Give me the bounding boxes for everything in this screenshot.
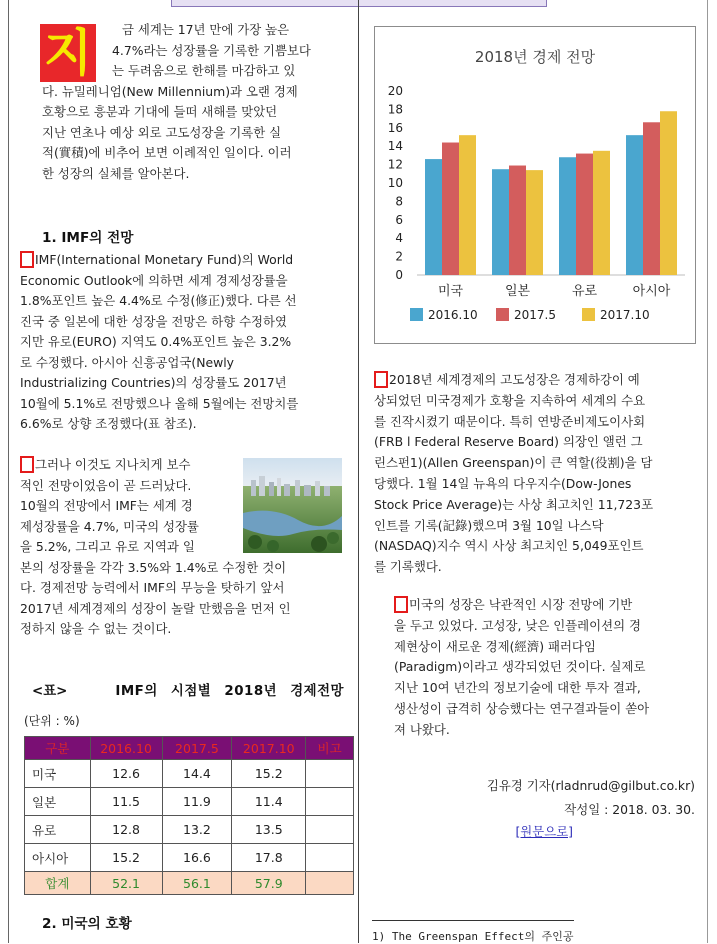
legend-swatch — [496, 308, 509, 321]
chart-bars — [425, 111, 677, 275]
chart-bar — [643, 122, 660, 275]
table-caption-label: <표> — [32, 684, 68, 699]
paragraph-line: 을 5.2%, 그리고 유로 지역과 일 — [20, 539, 195, 554]
paragraph-line: 다. 경제전망 능력에서 IMF의 무능을 탓하기 앞서 — [20, 580, 285, 595]
source-link[interactable]: [원문으로] — [515, 824, 573, 839]
top-header-bar — [171, 0, 547, 7]
y-tick-label: 0 — [395, 268, 403, 282]
paragraph-marker — [20, 456, 34, 473]
paragraph-line: 미국의 성장은 낙관적인 시장 전망에 기반 — [409, 597, 633, 612]
paragraph-line: (Paradigm)이라고 생각되었던 것이다. 실제로 — [394, 659, 646, 675]
legend-label: 2017.5 — [514, 308, 556, 322]
dropcap: 지 — [40, 24, 96, 82]
paragraph-line: 당했다. 1월 14일 뉴욕의 다우지수(Dow-Jones — [374, 475, 632, 491]
x-tick-label: 유로 — [571, 284, 598, 299]
chart-bar — [509, 166, 526, 275]
table-cell: 13.5 — [232, 816, 306, 844]
author-byline: 김유경 기자(rladnrud@gilbut.co.kr) — [486, 778, 695, 793]
x-tick-label: 일본 — [504, 284, 531, 299]
table-cell: 13.2 — [162, 816, 232, 844]
paragraph-line: 10월의 전망에서 IMF는 세계 경 — [20, 498, 193, 513]
y-tick-label: 10 — [387, 176, 403, 190]
paragraph-line: (NASDAQ)지수 역시 사상 최고치인 5,049포인트 — [374, 538, 644, 554]
paragraph-marker — [20, 251, 34, 268]
paragraph-line: 져 나왔다. — [394, 721, 450, 737]
paragraph-line: 적인 전망이었음이 곧 드러났다. — [20, 477, 192, 493]
chart-bar — [576, 154, 593, 275]
table-cell: 17.8 — [232, 844, 306, 872]
table-cell: 57.9 — [232, 872, 306, 895]
legend-label: 2017.10 — [600, 308, 650, 322]
city-aerial-photo — [243, 458, 342, 553]
chart-bar — [559, 157, 576, 275]
table-cell: 유로 — [25, 816, 91, 844]
y-tick-label: 20 — [387, 84, 403, 98]
paragraph-line: 정하지 않을 수 없는 것이다. — [20, 621, 172, 636]
table-cell: 11.9 — [162, 788, 232, 816]
paragraph-line: 본의 성장률을 각각 3.5%와 1.4%로 수정한 것이 — [20, 559, 287, 575]
paragraph-line: (FRB l Federal Reserve Board) 의장인 앨런 그 — [374, 434, 643, 450]
table-cell: 16.6 — [162, 844, 232, 872]
paragraph-line: Economic Outlook에 의하면 세계 경제성장률을 — [20, 272, 288, 288]
x-tick-label: 아시아 — [632, 284, 671, 299]
table-cell: 14.4 — [162, 760, 232, 788]
table-row — [25, 760, 354, 788]
chart-bar — [660, 111, 677, 275]
section-heading: 2. 미국의 호황 — [42, 916, 132, 932]
y-tick-label: 16 — [387, 120, 403, 135]
paragraph-line: 제현상이 새로운 경제(經濟) 패러다임 — [394, 638, 596, 654]
table-unit: (단위 : %) — [24, 714, 80, 728]
y-tick-label: 12 — [387, 157, 403, 172]
chart-bar — [492, 169, 509, 275]
intro-line: 금 세계는 17년 만에 가장 높은 — [122, 22, 290, 37]
intro-line: 호황으로 흥분과 기대에 들떠 새해를 맞았던 — [42, 104, 278, 119]
right-margin-rule — [707, 0, 708, 943]
footnote-rule — [372, 920, 574, 921]
y-tick-label: 6 — [395, 212, 403, 227]
paragraph-line: 그러나 이것도 지나치게 보수 — [35, 457, 191, 472]
table-cell: 합계 — [25, 872, 91, 895]
table-caption — [32, 680, 344, 699]
table-header-row — [25, 737, 354, 760]
forecast-table — [24, 736, 354, 895]
table-cell — [306, 844, 354, 872]
x-tick-label: 미국 — [437, 284, 464, 299]
intro-line: 다. 뉴밀레니엄(New Millennium)과 오랜 경제 — [42, 83, 298, 99]
table-cell: 11.5 — [90, 788, 162, 816]
chart-title: 2018년 경제 전망 — [474, 48, 596, 66]
chart-bar — [425, 159, 442, 275]
table-header-cell: 2017.5 — [162, 737, 232, 760]
column-divider — [358, 0, 359, 943]
paragraph-line: Stock Price Average)는 사상 최고치인 11,723포 — [374, 496, 654, 512]
table-cell: 일본 — [25, 788, 91, 816]
table-cell: 12.6 — [90, 760, 162, 788]
legend-swatch — [582, 308, 595, 321]
table-cell — [306, 872, 354, 895]
table-cell: 11.4 — [232, 788, 306, 816]
chart-bar — [442, 143, 459, 275]
chart-bar — [626, 135, 643, 275]
intro-paragraph — [20, 20, 342, 184]
paragraph-line: 생산성이 급격히 상승했다는 연구결과들이 쏟아 — [394, 700, 650, 716]
paragraph-line: 6.6%로 상향 조정했다(표 참조). — [20, 416, 197, 431]
table-cell: 56.1 — [162, 872, 232, 895]
table-cell — [306, 760, 354, 788]
written-date: 작성일 : 2018. 03. 30. — [564, 802, 695, 817]
paragraph-line: 을 두고 있었다. 고성장, 낮은 인플레이션의 경 — [394, 617, 641, 633]
intro-line: 4.7%라는 성장률을 기록한 기쁨보다 — [112, 42, 311, 58]
paragraph-line: 1.8%포인트 높은 4.4%로 수정(修正)했다. 다른 선 — [20, 293, 297, 308]
table-cell: 아시아 — [25, 844, 91, 872]
paragraph-line: 2017년 세계경제의 성장이 놀랄 만했음을 먼저 인 — [20, 600, 291, 616]
chart-legend — [410, 308, 650, 322]
y-tick-label: 2 — [395, 249, 403, 264]
left-margin-rule — [8, 0, 9, 943]
table-total-row — [25, 872, 354, 895]
section-heading: 1. IMF의 전망 — [42, 230, 134, 246]
table-row — [25, 844, 354, 872]
chart-bar — [593, 151, 610, 275]
paragraph-line: 지만 유로(EURO) 지역도 0.4%포인트 높은 3.2% — [20, 334, 292, 349]
right-paragraph-2 — [394, 595, 696, 741]
paragraph-line: Industrializing Countries)의 성장률도 2017년 — [20, 375, 287, 390]
intro-line: 한 성장의 실체를 알아본다. — [42, 165, 190, 181]
paragraph-line: IMF(International Monetary Fund)의 World — [35, 252, 294, 267]
chart-canvas — [375, 27, 695, 343]
paragraph-line: 지난 10여 년간의 정보기술에 대한 투자 결과, — [394, 680, 641, 696]
table-cell: 미국 — [25, 760, 91, 788]
paragraph-line: 를 기록했다. — [374, 559, 442, 575]
table-cell: 12.8 — [90, 816, 162, 844]
table-cell: 52.1 — [90, 872, 162, 895]
section1-paragraph-1 — [20, 250, 342, 435]
table-header-cell: 2017.10 — [232, 737, 306, 760]
y-tick-label: 18 — [387, 102, 403, 117]
table-header-cell: 2016.10 — [90, 737, 162, 760]
table-cell: 15.2 — [232, 760, 306, 788]
table-cell: 15.2 — [90, 844, 162, 872]
paragraph-line: 진국 중 일본에 대한 성장을 전망은 하향 수정하였 — [20, 313, 287, 329]
forecast-chart — [374, 26, 696, 344]
table-caption-title: IMF의 시점별 2018년 경제전망 — [115, 684, 344, 699]
paragraph-line: 10월에 5.1%로 전망했으나 올해 5월에는 전망치를 — [20, 395, 299, 411]
table-header-cell: 구분 — [25, 737, 91, 760]
paragraph-marker — [374, 371, 388, 388]
paragraph-line: 인트를 기록(記錄)했으며 3월 10일 나스닥 — [374, 517, 604, 533]
intro-line: 지난 연초나 예상 외로 고도성장을 기록한 실 — [42, 124, 282, 140]
y-tick-label: 8 — [395, 194, 403, 209]
table-cell — [306, 816, 354, 844]
table-row — [25, 816, 354, 844]
y-tick-label: 4 — [395, 231, 403, 246]
paragraph-line: 제성장률을 4.7%, 미국의 성장률 — [20, 518, 199, 534]
paragraph-line: 를 진작시켰기 때문이다. 특히 연방준비제도이사회 — [374, 413, 646, 429]
legend-swatch — [410, 308, 423, 321]
legend-label: 2016.10 — [428, 308, 478, 322]
paragraph-line: 2018년 세계경제의 고도성장은 경제하강이 예 — [389, 372, 640, 387]
footnote: 1) The Greenspan Effect의 주인공 — [372, 930, 574, 943]
table-row — [25, 788, 354, 816]
paragraph-line: 상되었던 미국경제가 호황을 지속하여 세계의 수요 — [374, 392, 646, 408]
y-tick-label: 14 — [387, 139, 403, 154]
intro-line: 적(實積)에 비추어 보면 이례적인 일이다. 이러 — [42, 145, 292, 160]
table-header-cell: 비고 — [306, 737, 354, 760]
table-cell — [306, 788, 354, 816]
paragraph-line: 로 수정했다. 아시아 신흥공업국(Newly — [20, 354, 234, 370]
right-paragraph-1 — [374, 370, 696, 578]
intro-line: 는 두려움으로 한해를 마감하고 있 — [112, 63, 296, 78]
paragraph-marker — [394, 596, 408, 613]
chart-bar — [459, 135, 476, 275]
paragraph-line: 린스펀1)(Allen Greenspan)이 큰 역할(役割)을 담 — [374, 455, 653, 471]
chart-bar — [526, 170, 543, 275]
